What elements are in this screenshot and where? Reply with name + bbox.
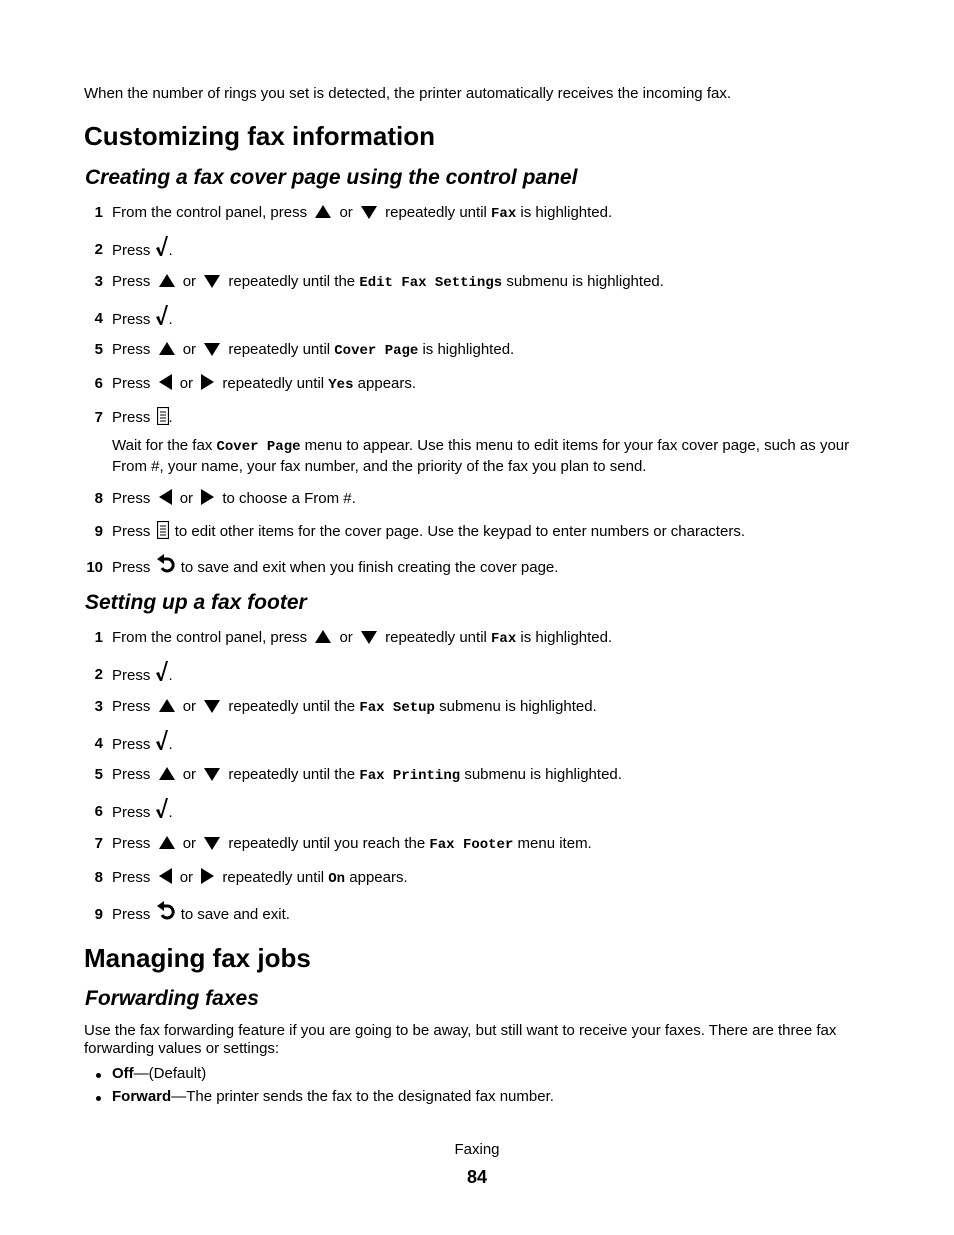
menu-code: Cover Page [334,343,419,359]
heading-fax-footer: Setting up a fax footer [85,591,307,614]
checkmark-icon [155,660,169,682]
down-arrow-icon [361,631,377,644]
up-arrow-icon [159,699,175,712]
heading-customizing-fax: Customizing fax information [84,121,435,151]
down-arrow-icon [204,768,220,781]
checkmark-icon [155,304,169,326]
up-arrow-icon [159,767,175,780]
up-arrow-icon [159,342,175,355]
right-arrow-icon [201,868,214,884]
menu-code: Edit Fax Settings [359,275,503,291]
intro-paragraph: When the number of rings you set is detected, the printer automatically receives the incoming fax. [84,85,731,102]
menu-code: Cover Page [216,439,301,455]
checkmark-icon [155,729,169,751]
back-icon [156,554,176,574]
left-arrow-icon [159,374,172,390]
page-number: 84 [466,1167,488,1187]
down-arrow-icon [204,275,220,288]
right-arrow-icon [201,489,214,505]
heading-cover-page: Creating a fax cover page using the control panel [85,166,578,189]
cover-step-7-note: Wait for the fax Cover Page menu to appear. Use this menu to edit items for your fax cover page, such as your From #, your name, your fax number, and the priority of the fax you plan to send. [112,437,850,475]
heading-forwarding-faxes: Forwarding faxes [85,987,259,1010]
menu-code: On [328,871,346,887]
menu-code: Fax [491,206,517,222]
forwarding-paragraph: Use the fax forwarding feature if you are going to be away, but still want to receive your faxes. There are three fax forwarding values or settings: [84,1022,837,1057]
menu-code: Fax Printing [359,768,461,784]
down-arrow-icon [361,206,377,219]
bullet-dot [96,1096,101,1101]
checkmark-icon [155,235,169,257]
footer-section-label: Faxing [454,1141,500,1158]
menu-code: Fax Footer [429,837,514,853]
right-arrow-icon [201,374,214,390]
menu-code: Fax [491,631,517,647]
bullet-dot [96,1073,101,1078]
up-arrow-icon [315,205,331,218]
menu-code: Yes [328,377,354,393]
down-arrow-icon [204,837,220,850]
heading-managing-fax-jobs: Managing fax jobs [84,943,311,973]
up-arrow-icon [315,630,331,643]
left-arrow-icon [159,489,172,505]
up-arrow-icon [159,274,175,287]
up-arrow-icon [159,836,175,849]
down-arrow-icon [204,700,220,713]
menu-icon [157,407,169,425]
back-icon [156,901,176,921]
down-arrow-icon [204,343,220,356]
menu-code: Fax Setup [359,700,435,716]
left-arrow-icon [159,868,172,884]
checkmark-icon [155,797,169,819]
menu-icon [157,521,169,539]
